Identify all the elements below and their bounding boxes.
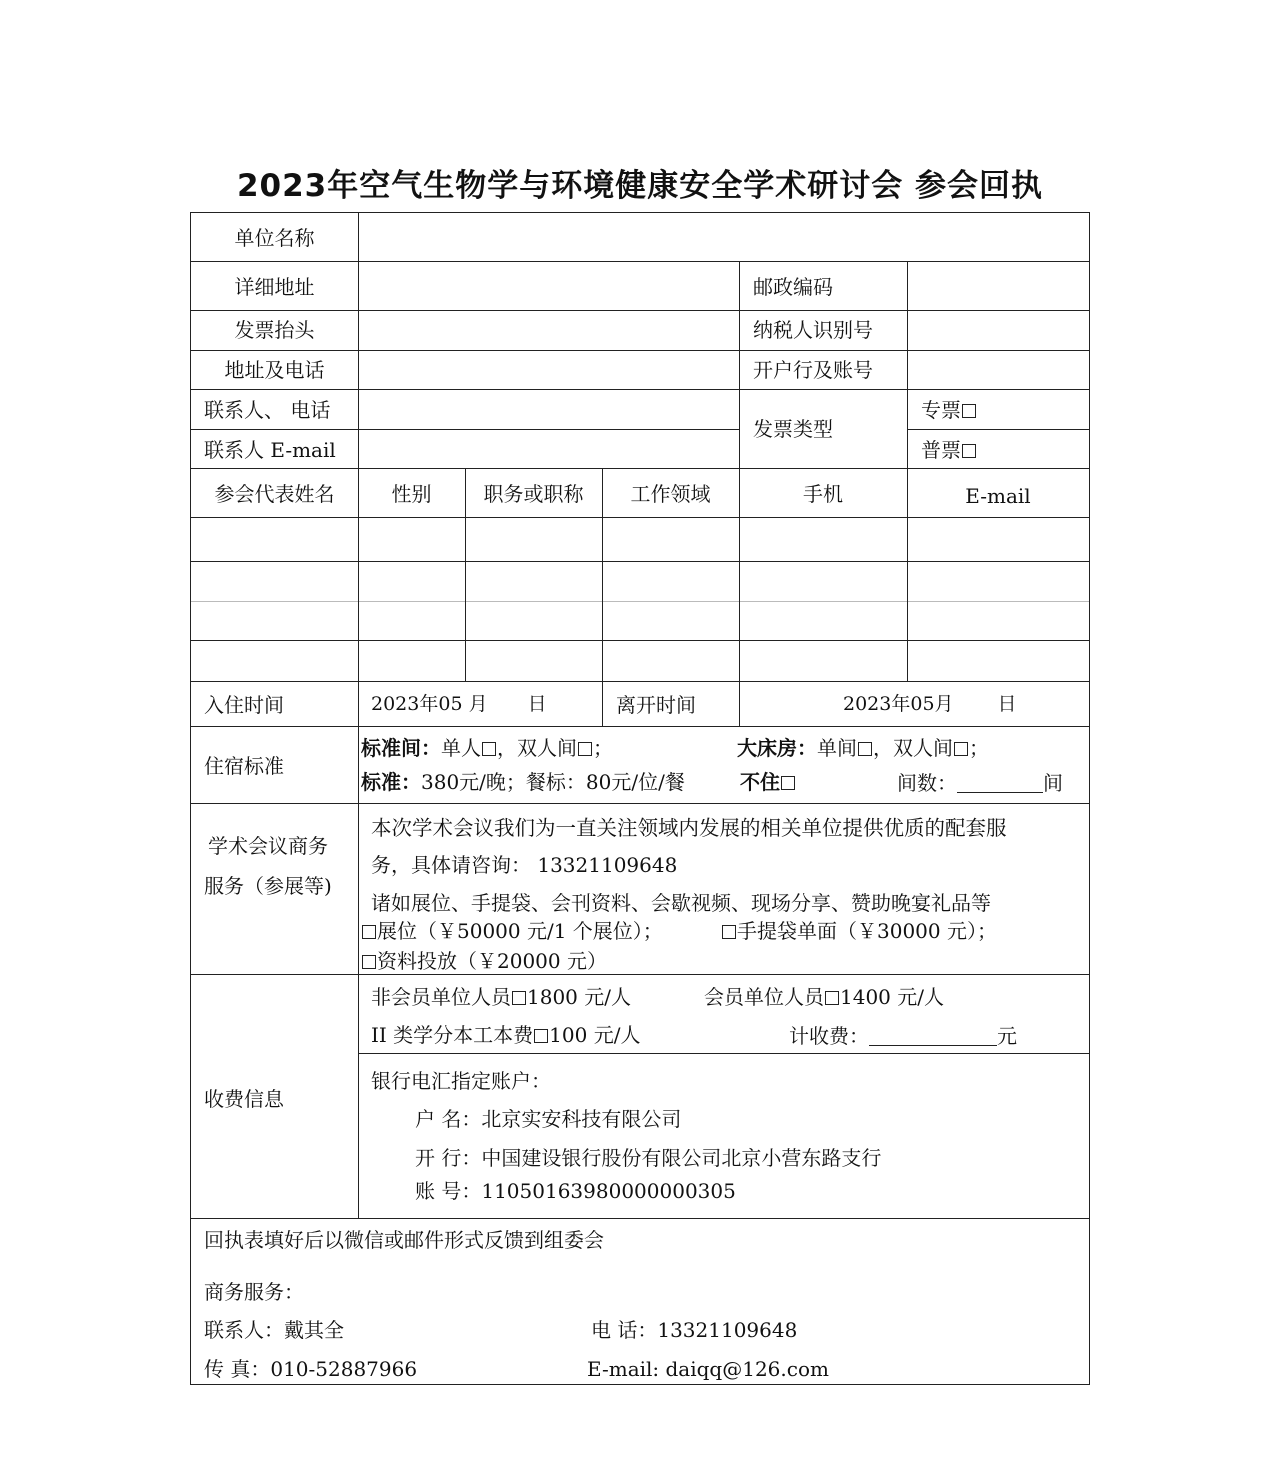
- delegate-title-header: 职务或职称: [483, 482, 584, 506]
- bank-account-field[interactable]: [908, 351, 1088, 388]
- contact-phone-field[interactable]: [359, 390, 738, 428]
- service-title: 商务服务：: [204, 1280, 304, 1304]
- delegate-gender-header: 性别: [391, 482, 432, 506]
- total-unit: 元: [997, 1024, 1017, 1048]
- postcode-field[interactable]: [908, 262, 1088, 309]
- delegate-row[interactable]: [191, 641, 1089, 680]
- big-bed-double-checkbox[interactable]: [954, 742, 968, 756]
- single-label: 单人: [441, 736, 481, 760]
- unit-name-label: 单位名称: [234, 226, 315, 250]
- material-checkbox[interactable]: [362, 955, 376, 969]
- booth-checkbox[interactable]: [362, 925, 376, 939]
- postcode-label: 邮政编码: [753, 275, 833, 299]
- credit-price: 100 元/人: [549, 1023, 641, 1047]
- no-stay-checkbox[interactable]: [781, 776, 795, 790]
- checkin-label: 入住时间: [204, 693, 284, 717]
- booth-label: 展位（￥50000 元/1 个展位）；: [377, 919, 663, 943]
- checkin-day: 日: [527, 693, 547, 715]
- service-contact: 联系人：戴其全: [204, 1318, 344, 1342]
- contact-email-field[interactable]: [359, 430, 738, 467]
- business-label-line1: 学术会议商务: [208, 834, 328, 858]
- material-label: 资料投放（￥20000 元）: [377, 949, 607, 973]
- taxid-field[interactable]: [908, 311, 1088, 349]
- lodging-price: [361, 772, 685, 792]
- account-name: 户 名：北京实安科技有限公司: [415, 1107, 682, 1131]
- double-room-checkbox[interactable]: [578, 742, 592, 756]
- business-text-line3: 诸如展位、手提袋、会刊资料、会歇视频、现场分享、赞助晚宴礼品等: [371, 891, 991, 915]
- normal-invoice-checkbox[interactable]: [962, 444, 976, 458]
- delegate-row[interactable]: [191, 562, 1089, 640]
- special-invoice-label: 专票: [921, 398, 961, 422]
- rooms-label: 间数：: [897, 771, 957, 795]
- delegate-field-header: 工作领域: [630, 482, 711, 506]
- double-room-label: ，双人间: [497, 736, 577, 760]
- nonmember-checkbox[interactable]: [512, 991, 526, 1005]
- nonmember-fee-option[interactable]: [371, 987, 631, 1007]
- taxid-label: 纳税人识别号: [753, 318, 873, 342]
- semicolon: ；: [593, 736, 613, 760]
- business-label-line2: 服务（参展等): [204, 874, 332, 898]
- price-label: 标准：: [361, 770, 421, 794]
- big-bed-options: [737, 738, 989, 758]
- big-bed-double-label: ，双人间: [873, 736, 953, 760]
- checkout-date[interactable]: [843, 695, 1017, 714]
- nonmember-price: 1800 元/人: [527, 985, 631, 1009]
- account-number: 账 号：11050163980000000305: [415, 1179, 736, 1203]
- address-label: 详细地址: [234, 275, 315, 299]
- delegate-mobile-header: 手机: [803, 482, 843, 506]
- nonmember-label: 非会员单位人员: [371, 985, 511, 1009]
- credit-label: II 类学分本工本费: [371, 1023, 534, 1047]
- delegate-row[interactable]: [191, 518, 1089, 560]
- service-fax: 传 真：010-52887966: [204, 1357, 418, 1381]
- invoice-address-phone-label: 地址及电话: [224, 358, 325, 382]
- normal-invoice-option[interactable]: [921, 440, 977, 460]
- member-fee-option[interactable]: [704, 987, 944, 1007]
- contact-phone-label: 联系人、 电话: [204, 398, 331, 422]
- checkout-day: 日: [997, 693, 1017, 715]
- total-input[interactable]: [869, 1025, 997, 1046]
- single-room-label: 单间: [817, 736, 857, 760]
- bank-name: 开 行：中国建设银行股份有限公司北京小营东路支行: [415, 1146, 882, 1170]
- member-checkbox[interactable]: [825, 991, 839, 1005]
- price-value: 380元/晚；餐标：80元/位/餐: [421, 770, 685, 794]
- address-field[interactable]: [359, 262, 738, 309]
- invoice-header-label: 发票抬头: [234, 318, 315, 342]
- checkin-value: 2023年05 月: [371, 693, 488, 715]
- bag-option[interactable]: [721, 921, 997, 941]
- no-stay-option[interactable]: [740, 772, 796, 792]
- invoice-address-phone-field[interactable]: [359, 351, 738, 388]
- checkin-date[interactable]: [371, 695, 547, 714]
- total-fee: [789, 1025, 1017, 1046]
- contact-email-label: 联系人 E-mail: [204, 438, 336, 462]
- invoice-header-field[interactable]: [359, 311, 738, 349]
- service-phone: 电 话：13321109648: [591, 1318, 798, 1342]
- rooms-count: [897, 772, 1063, 793]
- bag-label: 手提袋单面（￥30000 元）；: [737, 919, 997, 943]
- material-option[interactable]: [361, 951, 607, 971]
- standard-room-options: [361, 738, 613, 758]
- delegate-email-header: E-mail: [965, 484, 1031, 508]
- total-label: 计收费：: [789, 1024, 869, 1048]
- checkout-value: 2023年05月: [843, 693, 954, 715]
- credit-fee-option[interactable]: [371, 1025, 640, 1045]
- single-checkbox[interactable]: [482, 742, 496, 756]
- special-invoice-checkbox[interactable]: [962, 404, 976, 418]
- business-text-line1: 本次学术会议我们为一直关注领域内发展的相关单位提供优质的配套服: [371, 816, 1007, 840]
- registration-form: [190, 212, 1090, 1385]
- unit-name-field[interactable]: [359, 214, 1088, 260]
- special-invoice-option[interactable]: [921, 400, 977, 420]
- delegate-name-header: 参会代表姓名: [214, 482, 335, 506]
- footer-note: 回执表填好后以微信或邮件形式反馈到组委会: [204, 1228, 604, 1252]
- bank-title: 银行电汇指定账户：: [371, 1069, 551, 1093]
- fees-label: 收费信息: [204, 1087, 284, 1111]
- checkout-label: 离开时间: [616, 693, 696, 717]
- service-email: E-mail: daiqq@126.com: [587, 1357, 829, 1381]
- single-room-checkbox[interactable]: [858, 742, 872, 756]
- rooms-input[interactable]: [957, 772, 1043, 793]
- rooms-unit: 间: [1043, 771, 1063, 795]
- no-stay-label: 不住: [740, 770, 780, 794]
- bank-account-label: 开户行及账号: [753, 358, 873, 382]
- member-price: 1400 元/人: [840, 985, 944, 1009]
- big-bed-label: 大床房：: [737, 736, 817, 760]
- booth-option[interactable]: [361, 921, 663, 941]
- page-title: 2023年空气生物学与环境健康安全学术研讨会 参会回执: [236, 168, 1044, 204]
- semicolon-end: ；: [969, 736, 989, 760]
- credit-checkbox[interactable]: [534, 1029, 548, 1043]
- bag-checkbox[interactable]: [722, 925, 736, 939]
- lodging-label: 住宿标准: [204, 754, 284, 778]
- normal-invoice-label: 普票: [921, 438, 961, 462]
- invoice-type-label: 发票类型: [753, 417, 833, 441]
- member-label: 会员单位人员: [704, 985, 824, 1009]
- business-text-line2: 务，具体请咨询： 13321109648: [371, 853, 678, 877]
- standard-room-label: 标准间：: [361, 736, 441, 760]
